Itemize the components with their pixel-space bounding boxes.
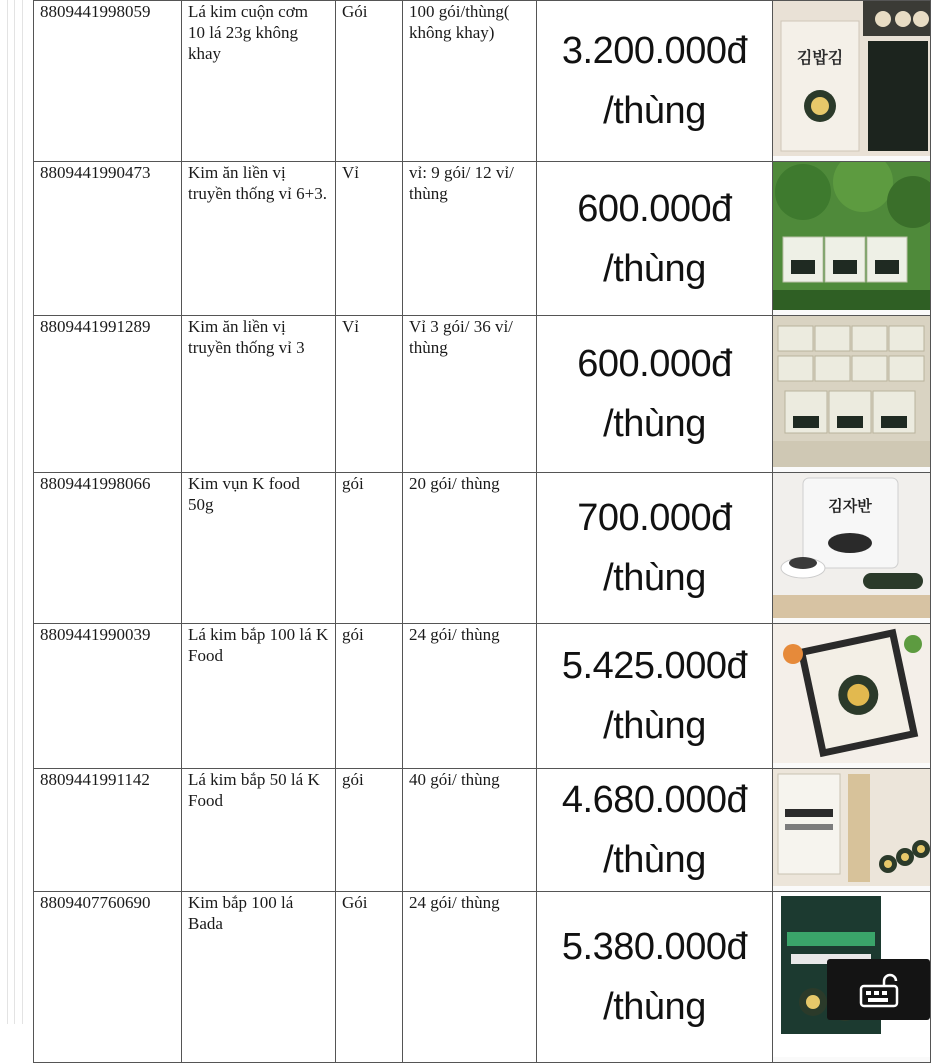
product-price [537,769,773,892]
gimbap-100-sheets-photo [773,624,930,768]
product-price [537,316,773,473]
gimbap-50-sheets-photo [773,769,930,891]
product-packing: 20 gói/ thùng [403,473,537,624]
product-unit: gói [336,624,403,769]
page-margin-guides [0,0,30,1024]
product-packing: vỉ: 9 gói/ 12 vỉ/ thùng [403,162,537,316]
table-row [34,892,931,1063]
keyboard-toggle-button[interactable] [827,959,930,1020]
product-code: 8809441991289 [34,316,182,473]
product-unit: Vỉ [336,316,403,473]
traditional-laver-pack-photo [773,162,930,315]
table-row [34,316,931,473]
product-price [537,162,773,316]
product-packing: 40 gói/ thùng [403,769,537,892]
product-name: Kim ăn liền vị truyền thống vỉ 6+3. [182,162,336,316]
table-row [34,1,931,162]
product-code: 8809407760690 [34,892,182,1063]
product-name: Kim vụn K food 50g [182,473,336,624]
price-unit: /thùng [603,247,706,290]
svg-text:김자반: 김자반 [828,497,872,515]
product-packing: Vỉ 3 gói/ 36 vỉ/ thùng [403,316,537,473]
product-code: 8809441998066 [34,473,182,624]
price-amount: 600.000đ [577,187,732,230]
product-code: 8809441990039 [34,624,182,769]
product-unit: gói [336,473,403,624]
product-price-table [33,0,931,1063]
product-name: Lá kim bắp 50 lá K Food [182,769,336,892]
product-unit: Gói [336,1,403,162]
price-amount: 5.380.000đ [561,926,748,968]
product-name: Kim bắp 100 lá Bada [182,892,336,1063]
product-code: 8809441991142 [34,769,182,892]
product-packing: 24 gói/ thùng [403,624,537,769]
product-name: Kim ăn liền vị truyền thống vỉ 3 [182,316,336,473]
product-name: Lá kim bắp 100 lá K Food [182,624,336,769]
product-unit: gói [336,769,403,892]
table-row [34,624,931,769]
price-unit: /thùng [603,403,706,445]
price-unit: /thùng [603,705,706,747]
price-amount: 5.425.000đ [561,645,748,687]
keyboard-lock-icon [857,972,901,1008]
table-row [34,769,931,892]
seaweed-flakes-photo [773,473,930,623]
product-packing: 100 gói/thùng( không khay) [403,1,537,162]
price-unit: /thùng [603,90,706,132]
product-unit: Vỉ [336,162,403,316]
table-row [34,162,931,316]
price-unit: /thùng [603,986,706,1028]
product-price [537,892,773,1063]
product-code: 8809441990473 [34,162,182,316]
product-packing: 24 gói/ thùng [403,892,537,1063]
price-unit: /thùng [603,557,706,599]
seaweed-roll-sheets-photo [773,1,930,161]
product-unit: Gói [336,892,403,1063]
product-code: 8809441998059 [34,1,182,162]
svg-text:김밥김: 김밥김 [796,48,844,67]
price-amount: 4.680.000đ [561,779,748,821]
product-name: Lá kim cuộn cơm 10 lá 23g không khay [182,1,336,162]
price-amount: 600.000đ [577,343,732,385]
price-unit: /thùng [603,839,706,881]
price-amount: 3.200.000đ [561,30,748,72]
price-amount: 700.000đ [577,497,732,539]
table-row [34,473,931,624]
product-price [537,473,773,624]
product-price [537,624,773,769]
product-price [537,1,773,162]
traditional-laver-stack-photo [773,316,930,472]
